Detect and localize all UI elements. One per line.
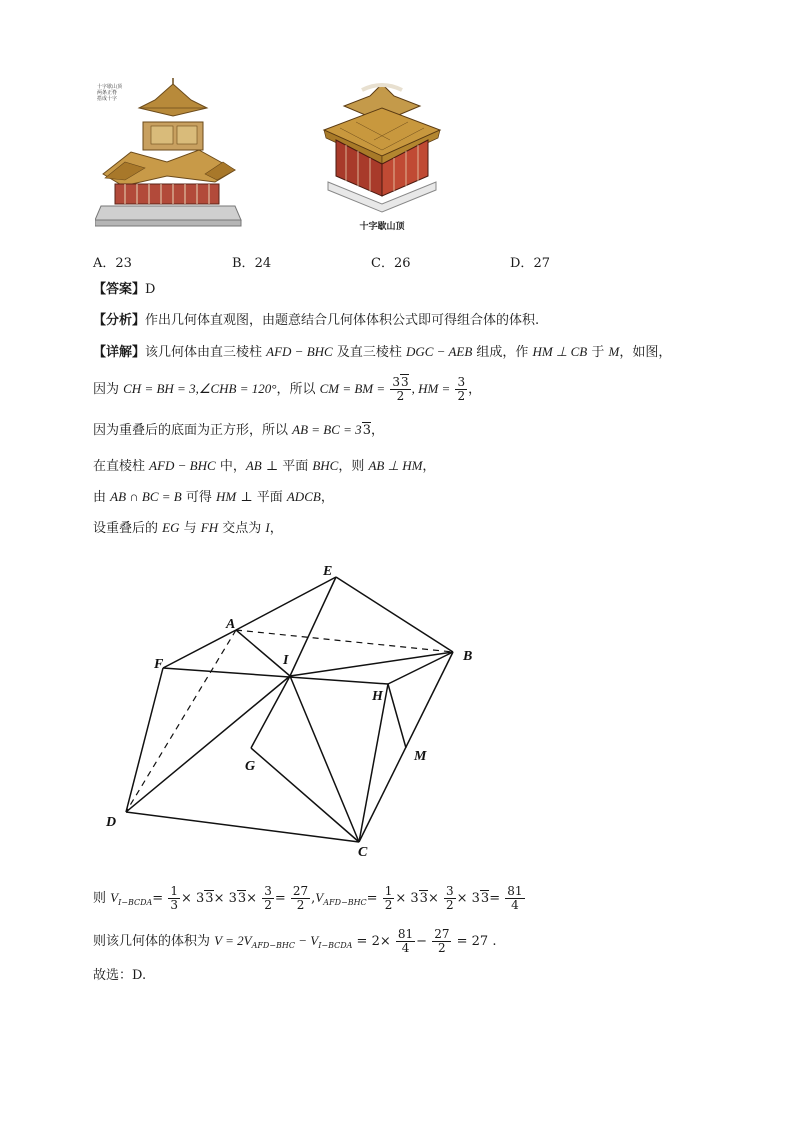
edge-ai [236,630,290,676]
fraction: $\frac{27}{2}$ [434,927,450,955]
answer-value: D [145,282,156,297]
fraction: $\frac{3}{2}$ [264,884,272,912]
edge-fh [163,668,388,684]
edge-hm [388,684,406,748]
edge-ei [290,577,336,676]
detail-line-6: 设重叠后的 EG 与 FH 交点为 I， [93,520,283,536]
fraction: $\frac{27}{2}$ [292,884,309,912]
detail-line-2: 因为 CH = BH = 3,∠CHB = 120°，所以 CM = BM = $\frac{33}{2}$ , HM = $\frac{3}{2}$ ， [93,375,482,403]
detail-label: 【详解】 [93,345,146,360]
right-caption: 十字歇山顶 [359,222,405,232]
fraction: $\frac{1}{3}$ [170,884,178,912]
label-c: C [358,845,368,860]
choice-d[interactable]: D．27 [510,256,550,271]
edge-ad-dashed [126,630,236,812]
edge-ab-dashed [236,630,453,652]
fraction: $\frac{3}{2}$ [457,375,466,403]
edge-fd [126,668,163,812]
label-g: G [245,759,256,774]
choice-c[interactable]: C．26 [371,256,411,271]
edge-bc [359,652,453,842]
detail-line-5: 由 AB ∩ BC = B 可得 HM ⊥ 平面 ADCB， [93,489,334,505]
fraction: $\frac{81}{4}$ [397,927,414,955]
edge-fa [163,630,236,668]
label-b: B [463,649,473,664]
left-caption-line: 十字歇山顶 [97,84,123,90]
choice-b[interactable]: B．24 [232,256,272,271]
left-caption-line: 搭成十字 [97,96,118,102]
edge-di [126,676,290,812]
fraction: $\frac{33}{2}$ [392,375,409,403]
fraction: $\frac{81}{4}$ [507,884,523,912]
detail-line-4: 在直棱柱 AFD − BHC 中，AB ⊥ 平面 BHC，则 AB ⊥ HM， [93,458,436,474]
detail-line-1: 【详解】该几何体由直三棱柱 AFD − BHC 及直三棱柱 DGC − AEB 组成，作 HM ⊥ CB 于 M，如图， [93,344,672,360]
edge-eb [336,577,453,652]
label-d: D [106,815,117,830]
answer-label: 【答案】 [93,282,146,297]
edge-hc [359,684,388,842]
label-a: A [226,617,236,632]
detail-line-3: 因为重叠后的底面为正方形，所以 AB = BC = 33， [93,422,384,438]
analysis-text: 作出几何体直观图，由题意结合几何体体积公式即可得组合体的体积. [145,313,540,328]
formula-line-2: 则该几何体的体积为 $V = 2V_{AFD-BHC} - V_{I-BCDA} = 2\times$ $\frac{81}{4}$ − $\frac{27}{2}$ = 27 . [93,927,497,955]
fraction: $\frac{1}{2}$ [384,884,393,912]
edge-ic [290,676,359,842]
conclusion-line: 故选：D. [93,968,147,983]
choice-a[interactable]: A．23 [93,256,132,271]
label-f: F [154,657,164,672]
edge-dc [126,812,359,842]
label-e: E [323,564,333,579]
formula-line-1: 则 $V_{I-BCDA}=$ $\frac{1}{3}$ × 33× 33× $\frac{3}{2}$ = $\frac{27}{2}$ $,V_{AFD-BHC}=$ $\frac{1}{2}$ × 33× $\frac{3}{2}$ × 33= $\frac{81}{4}$ [93,884,523,912]
fraction: $\frac{3}{2}$ [445,884,454,912]
analysis-label: 【分析】 [93,313,146,328]
edge-ae [236,577,336,630]
edge-ig [251,676,290,748]
label-m: M [414,749,427,764]
edge-gc [251,748,359,842]
left-caption-line: 两条正脊 [97,90,118,96]
label-i: I [283,653,289,668]
label-h: H [372,689,383,704]
